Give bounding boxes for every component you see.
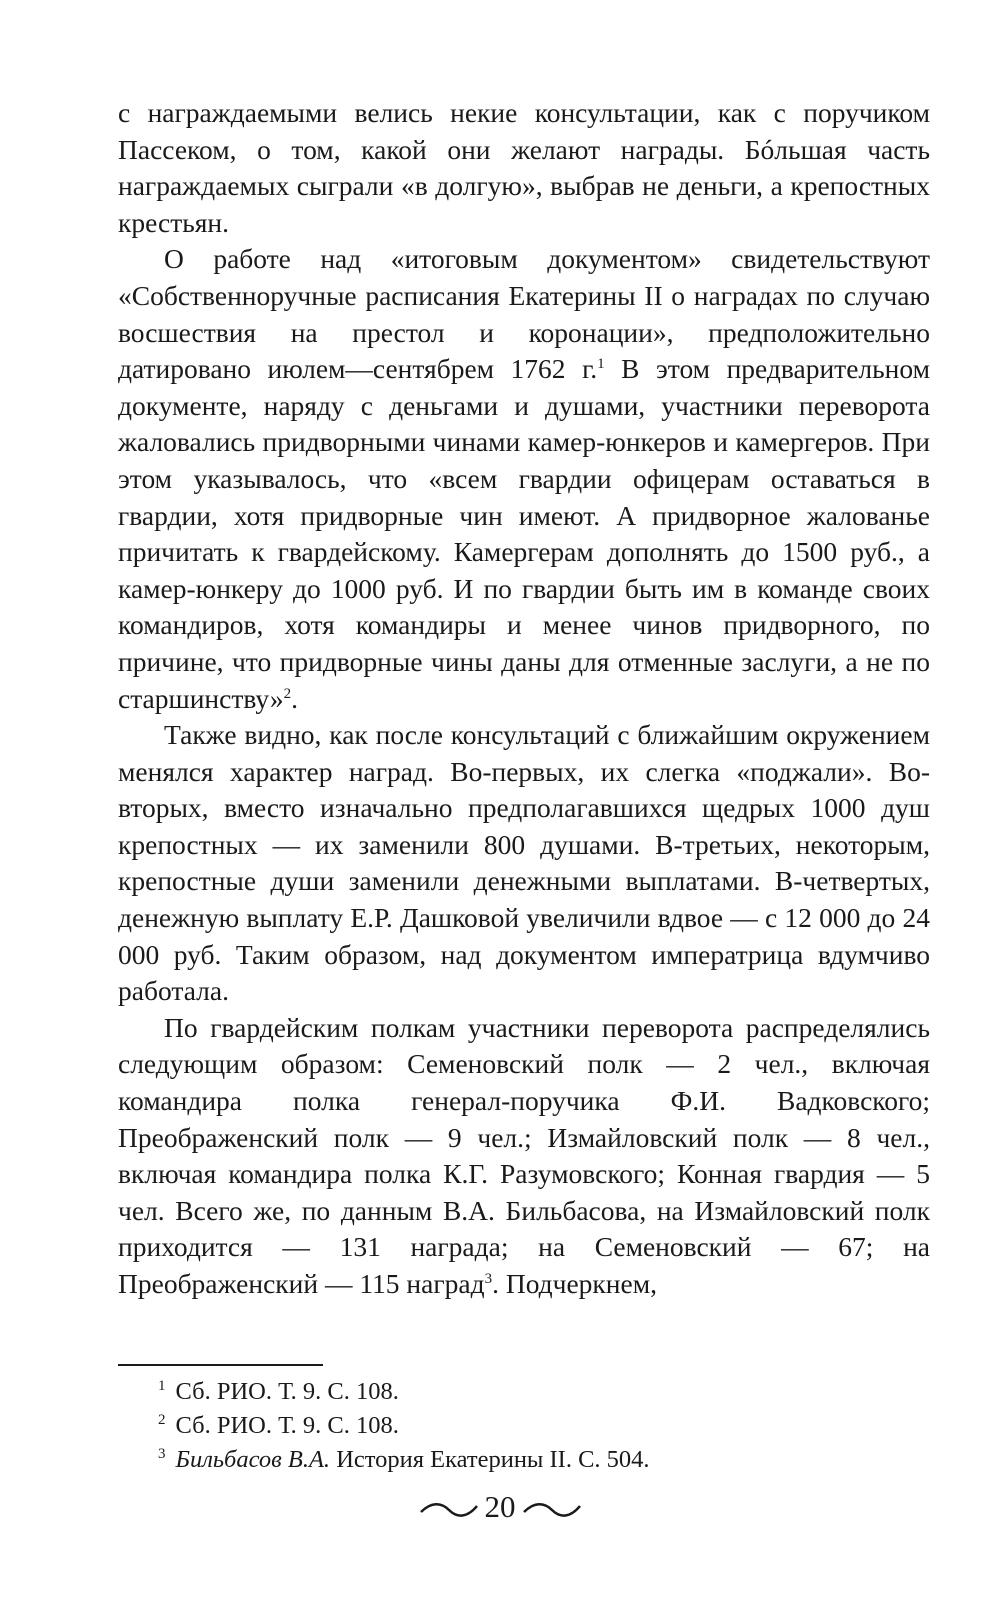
footnote-divider — [118, 1364, 323, 1366]
footnote-ref-2: 2 — [283, 685, 292, 702]
footnote-number: 2 — [158, 1411, 166, 1428]
paragraph-1: с награждаемыми велись некие консультации, как с поручиком Пассеком, о том, какой они желают награды. Бóльшая часть награждаемых сыграли «в долгую», выбрав не деньги, а крепостных крестьян. — [118, 97, 930, 238]
page-number — [0, 1487, 1000, 1527]
paragraph-2-text-a: О работе над «итоговым документом» свидетельствуют «Собственноручные расписания Екатерины II о наградах по случаю восшествия на престол и коронации», предположительно датировано июлем—сентябрем 1762 г. — [118, 243, 930, 385]
footnote-ref-3: 3 — [484, 1270, 493, 1287]
page-number-value: 20 — [484, 1489, 516, 1524]
paragraph-2-text-c: . — [291, 682, 298, 714]
footnote-text: История Екатерины II. С. 504. — [330, 1446, 650, 1473]
footnote-author: Бильбасов В.А. — [175, 1446, 331, 1473]
paragraph-4 — [118, 1010, 930, 1303]
left-tilde-ornament — [419, 1500, 479, 1520]
footnotes — [158, 1375, 918, 1477]
footnote-text: Сб. РИО. Т. 9. С. 108. — [175, 1378, 399, 1405]
paragraph-3: Также видно, как после консультаций с ближайшим окружением менялся характер наград. Во-первых, их слегка «поджали». Во-вторых, вместо изначально предполагавшихся щедрых 1000 душ крепостных — их заменили 800 душами. В-третьих, некоторым, крепостные души заменили денежными выплатами. В-четвертых, денежную выплату Е.Р. Дашковой увеличили вдвое — с 12 000 до 24 000 руб. Таким образом, над документом императрица вдумчиво работала. — [118, 719, 930, 1007]
footnote-number: 3 — [158, 1445, 166, 1462]
footnote-text: Сб. РИО. Т. 9. С. 108. — [175, 1412, 399, 1439]
paragraph-4-text-b: . Подчеркнем, — [492, 1268, 657, 1299]
paragraph-2-text-b: В этом предварительном документе, наряду с деньгами и душами, участники переворота жаловались придворными чинами камер-юнкеров и камергеров. При этом указывалось, что «всем гвардии офицерам оставаться в гвардии, хотя придворные чин имеют. А придворное жалованье причитать к гвардейскому. Камергерам дополнять до 1500 руб., а камер-юнкеру до 1000 руб. И по гвардии быть им в команде своих командиров, хотя командиры и менее чинов придворного, по причине, что придворные чины даны для отменные заслуги, а не по старшинству» — [118, 353, 931, 714]
footnote-number: 1 — [158, 1377, 166, 1394]
footnote-2 — [158, 1409, 918, 1443]
paragraph-4-text-a: По гвардейским полкам участники переворота распределялись следующим образом: Семеновский полк — 2 чел., включая командира полка генерал-поручика Ф.И. Вадковского; Преображенский полк — 9 чел.; Измайловский полк — 8 чел., включая командира полка К.Г. Разумовского; Конная гвардия — 5 чел. Всего же, по данным В.А. Бильбасова, на Измайловский полк приходится — 131 награда; на Семеновский — 67; на Преображенский — 115 наград — [118, 1011, 930, 1299]
footnote-3 — [158, 1443, 918, 1477]
main-text — [118, 95, 930, 1303]
footnote-1 — [158, 1375, 918, 1409]
right-tilde-ornament — [522, 1500, 582, 1520]
paragraph-2 — [118, 241, 930, 717]
footnote-ref-1: 1 — [597, 356, 605, 372]
